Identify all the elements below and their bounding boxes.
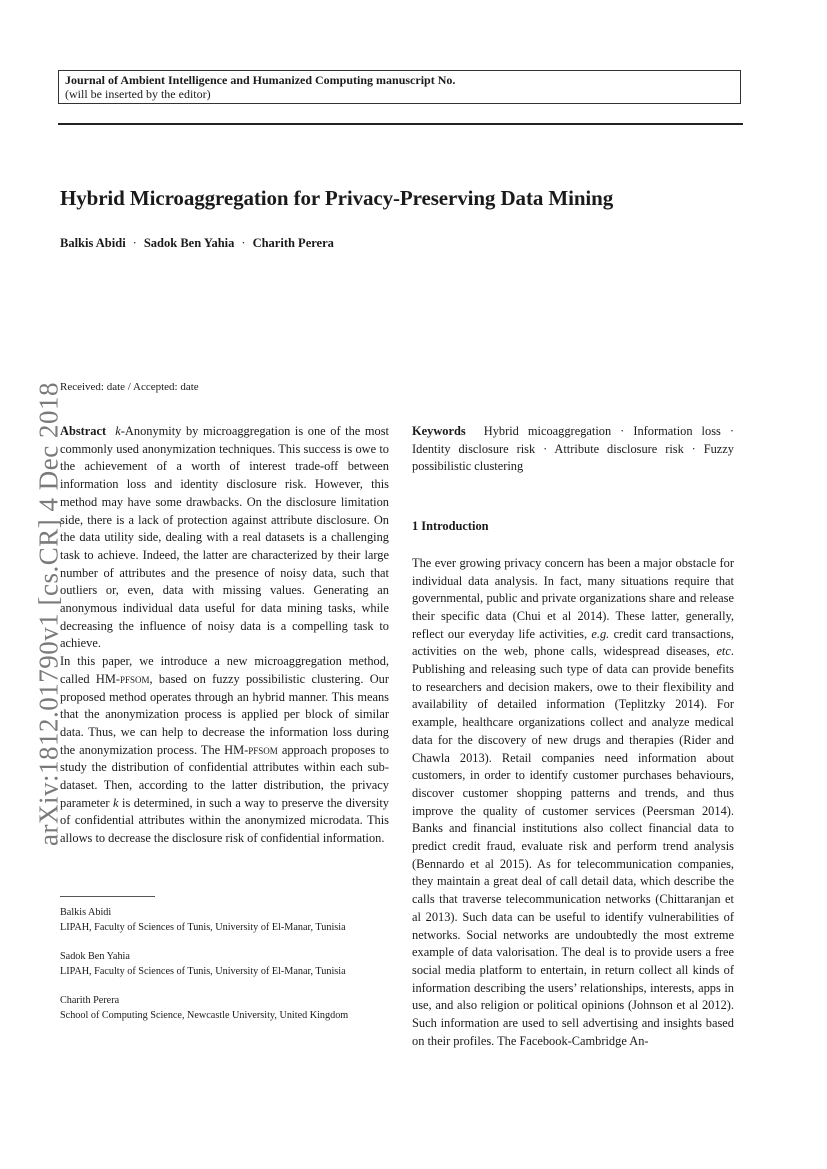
affiliation-name: Sadok Ben Yahia [60, 951, 130, 962]
abstract-paragraph [60, 423, 389, 653]
arxiv-stamp: arXiv:1812.01790v1 [cs.CR] 4 Dec 2018 [33, 382, 64, 846]
paper-title: Hybrid Microaggregation for Privacy-Preserving Data Mining [60, 186, 614, 210]
affiliation-org: LIPAH, Faculty of Sciences of Tunis, University of El-Manar, Tunisia [60, 966, 346, 977]
abstract-text: -Anonymity by microaggregation is one of the most commonly used anonymization techniques. This success is owe to the achievement of a worth of interest trade-off between information loss and identity disclosure risk. However, this method may have some drawbacks. On the disclosure limitation side, there is a lack of protection against attribute disclosure. On the data utility side, dealing with a real datasets is a challenging task to achieve. Indeed, the latter are characterized by their large number of attributes and the presence of noisy data, such that outliers or, even, data with missing values. Generating an anonymous individual data useful for data mining tasks, while decreasing the influence of noisy data is a compelling task to achieve. [60, 424, 389, 651]
abstract [60, 423, 389, 848]
footnote-rule [60, 896, 155, 897]
body-text-italic: etc [716, 644, 731, 659]
affiliation-name: Balkis Abidi [60, 907, 112, 918]
abstract-text: approach proposes to study the distribution of confidential attributes within each sub-dataset. Then, according to the latter distribution, the privacy parameter [60, 742, 389, 810]
right-column [412, 423, 734, 1051]
author-separator: · [132, 236, 137, 250]
affiliations [60, 905, 400, 1037]
abstract-text: is determined, in such a way to preserve the diversity of confidential attributes within the anonymized microdata. This allows to decrease the disclosure risk of confidential information. [60, 795, 390, 846]
body-text: The ever growing privacy concern has been a major obstacle for individual data analysis. In fact, many situations require that governmental, public and private organizations share and release their specific data (Chui et al 2014). These latter, generally, reflect our everyday life activities, [412, 555, 734, 641]
journal-header-box [58, 70, 741, 104]
k-symbol: k [113, 795, 119, 810]
section-heading: 1 Introduction [412, 519, 489, 534]
journal-title: Journal of Ambient Intelligence and Humanized Computing manuscript No. [65, 73, 456, 87]
k-symbol: k [115, 424, 121, 438]
author-name: Sadok Ben Yahia [143, 236, 235, 250]
author-name: Charith Perera [252, 236, 334, 250]
body-text: credit card transactions, activities on the web, phone calls, widespread diseases, [412, 626, 734, 659]
author-name: Balkis Abidi [60, 236, 126, 250]
keywords-label: Keywords [412, 424, 466, 438]
keywords [412, 423, 734, 476]
abstract-paragraph [60, 653, 389, 848]
affiliation-org: LIPAH, Faculty of Sciences of Tunis, University of El-Manar, Tunisia [60, 922, 346, 933]
body-text-italic: e.g. [591, 626, 610, 641]
keywords-text: Hybrid micoaggregation · Information loss · Identity disclosure risk · Attribute disclosure risk · Fuzzy possibilistic clustering [412, 424, 734, 474]
abstract-text: , based on fuzzy possibilistic clustering. Our proposed method operates through an hybrid manner. This means that the anonymization process is applied per block of similar data. Thus, we can help to decrease the information loss during the anonymization process. The HM- [60, 671, 389, 757]
author-list [60, 236, 334, 251]
affiliation [60, 993, 400, 1023]
method-name: pfsom [248, 742, 278, 757]
affiliation-name: Charith Perera [60, 995, 120, 1006]
affiliation-org: School of Computing Science, Newcastle University, United Kingdom [60, 1010, 349, 1021]
abstract-text: In this paper, we introduce a new microaggregation method, called HM- [60, 654, 389, 686]
header-rule [58, 123, 743, 125]
method-name: pfsom [119, 671, 150, 686]
affiliation [60, 905, 400, 935]
body-text: . Publishing and releasing such type of data can provide benefits to researchers and decision makers, owe to their flexibility and availability of detailed information (Teplitzky 2014). For example, healthcare organizations collect and analyze medical data for the discovery of new drugs and therapies (Rider and Chawla 2013). Retail companies need information about customers, in order to identify customer purchases behaviours, discover customer shopping patterns and trends, and thus improve the quality of customer services (Peersman 2014). Banks and financial institutions also collect financial data to predict credit fraud, evaluate risk and perform trend analysis (Bennardo et al 2015). As for telecommunication companies, they maintain a great deal of call detail data, which describe the calls that traverse telecommunication networks (Chittaranjan et al 2013). Such data can be useful to identify vulnerabilities of networks. Social networks are undoubtedly the most extreme example of data valorisation. The deal is to provide users a free social media platform to entertain, in return collect all kinds of information describing the users’ relationships, interests, apps in use, and also religion or political opinions (Johnson et al 2012). Such information are used to sell advertising and insights based on their profiles. The Facebook-Cambridge An- [412, 644, 734, 1048]
introduction-paragraph [412, 555, 734, 1051]
abstract-label: Abstract [60, 424, 107, 438]
author-separator: · [241, 236, 246, 250]
affiliation [60, 949, 400, 979]
received-date: Received: date / Accepted: date [60, 381, 199, 393]
journal-note: (will be inserted by the editor) [65, 87, 211, 101]
